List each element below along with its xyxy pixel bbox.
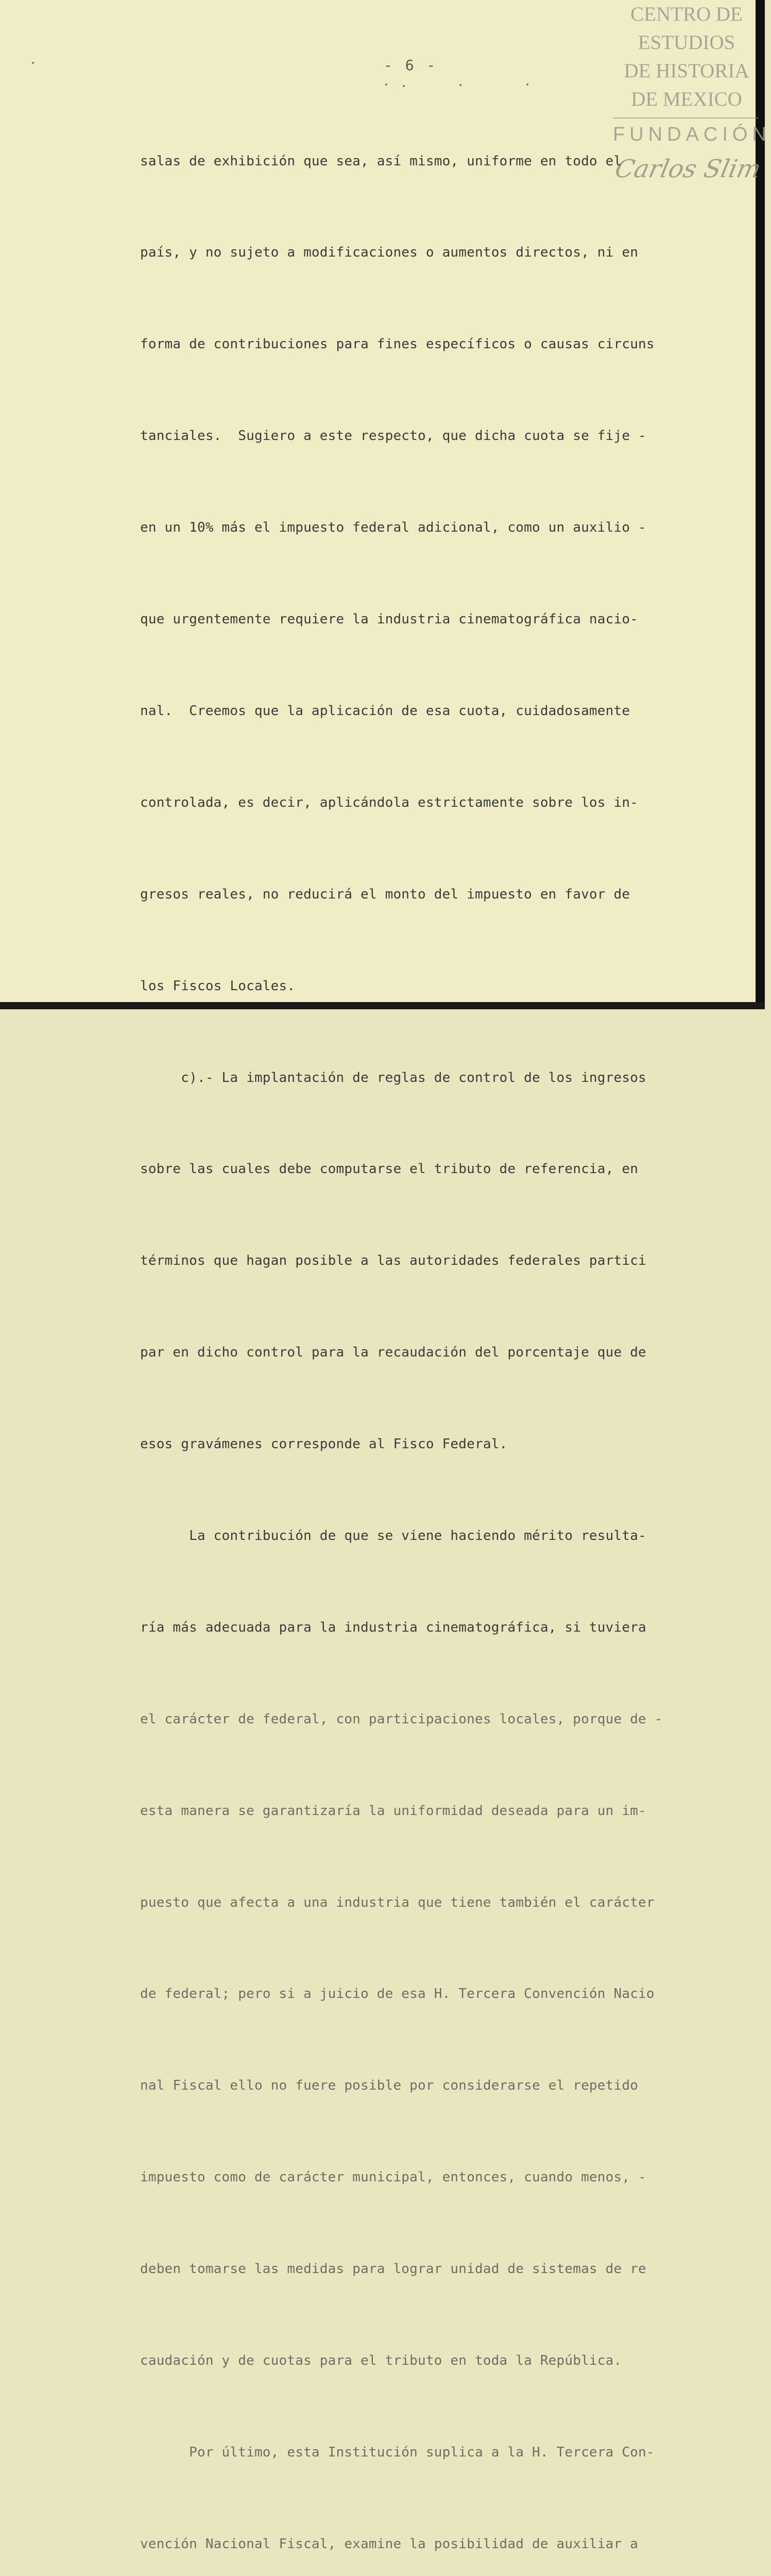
ink-speck [32,62,34,64]
text-line: los Fiscos Locales. [140,978,296,994]
scan-edge-right [756,0,765,1009]
text-line: en un 10% más el impuesto federal adicional, como un auxilio - [140,520,646,536]
watermark-signature: Carlos Slim [612,155,764,183]
watermark-foundation: FUNDACIÓN [613,124,771,145]
text-line: esos gravámenes corresponde al Fisco Federal. [140,1436,508,1452]
watermark-line: DE MEXICO [631,88,742,110]
text-line: La contribución de que se viene haciendo mérito resulta- [140,1528,646,1544]
text-line: puesto que afecta a una industria que tiene también el carácter [140,1894,655,1910]
text-line: deben tomarse las medidas para lograr unidad de sistemas de re [140,2261,646,2277]
text-line: de federal; pero si a juicio de esa H. Tercera Convención Nacio [140,1986,655,2002]
watermark-line: CENTRO DE [630,3,743,25]
text-line: caudación y de cuotas para el tributo en toda la República. [140,2352,622,2368]
text-line: forma de contribuciones para fines específicos o causas circuns [140,336,655,352]
text-line: que urgentemente requiere la industria cinematográfica nacio- [140,612,639,628]
typed-letter-body [140,85,722,2576]
text-line: nal Fiscal ello no fuere posible por considerarse el repetido [140,2078,639,2094]
text-line: ría más adecuada para la industria cinematográfica, si tuviera [140,1619,646,1635]
text-line: gresos reales, no reducirá el monto del impuesto en favor de [140,886,630,902]
text-line: par en dicho control para la recaudación del porcentaje que de [140,1345,646,1361]
text-line: sobre las cuales debe computarse el tributo de referencia, en [140,1161,639,1177]
text-line: salas de exhibición que sea, así mismo, uniforme en todo el [140,153,622,169]
text-line: vención Nacional Fiscal, examine la posibilidad de auxiliar a [140,2536,639,2552]
page-number: - 6 - [384,57,438,74]
text-line: el carácter de federal, con participaciones locales, porque de - [140,1711,663,1727]
text-line: controlada, es decir, aplicándola estrictamente sobre los in- [140,794,639,810]
text-line: tanciales. Sugiero a este respecto, que dicha cuota se fije - [140,428,646,444]
text-line: impuesto como de carácter municipal, entonces, cuando menos, - [140,2170,646,2185]
watermark-line: ESTUDIOS [638,31,735,54]
text-line: nal. Creemos que la aplicación de esa cuota, cuidadosamente [140,703,630,719]
text-line: esta manera se garantizaría la uniformidad deseada para un im- [140,1803,646,1819]
text-line: Por último, esta Institución suplica a la H. Tercera Con- [140,2444,655,2460]
watermark-line: DE HISTORIA [624,60,749,82]
text-line: c).- La implantación de reglas de control de los ingresos [140,1070,646,1086]
text-line: términos que hagan posible a las autoridades federales partici [140,1253,646,1269]
text-line: país, y no sujeto a modificaciones o aumentos directos, ni en [140,245,639,261]
